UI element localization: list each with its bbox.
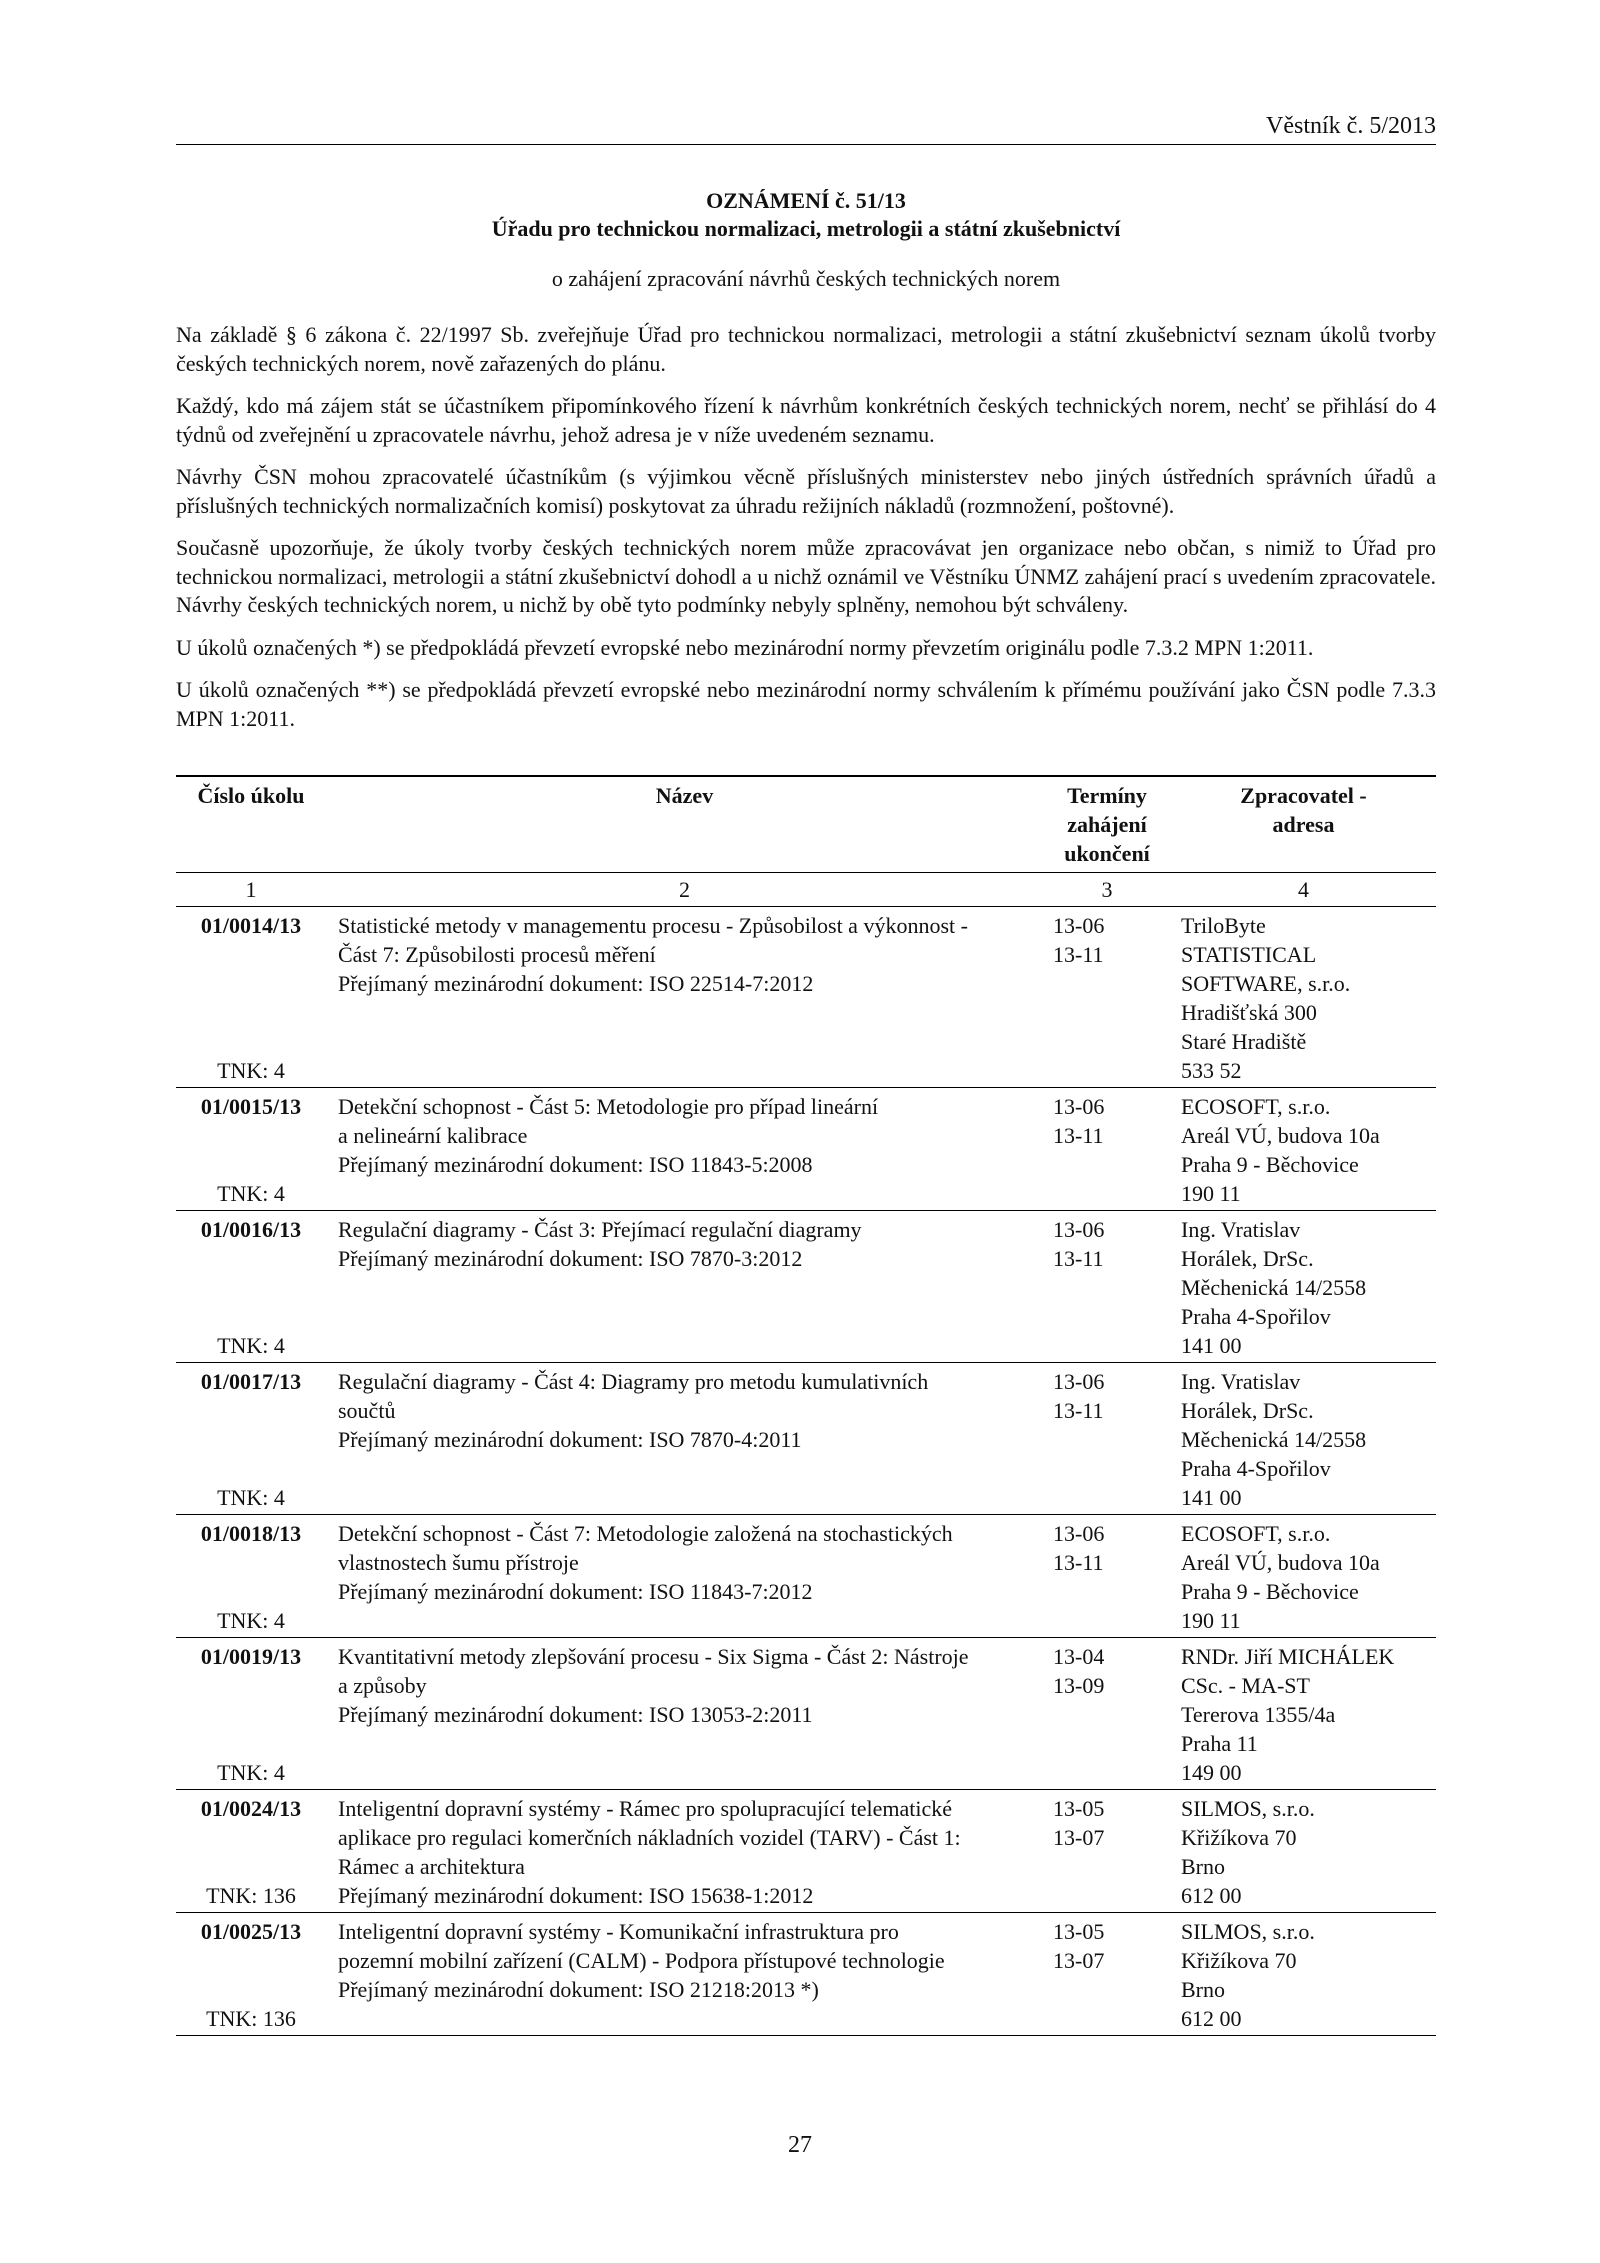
processor-line: Horálek, DrSc. — [1181, 1398, 1314, 1423]
task-processor — [1171, 1790, 1436, 1913]
task-code-cell — [176, 1515, 326, 1638]
task-dates — [1043, 1638, 1171, 1790]
tnk-label: TNK: 4 — [217, 1608, 285, 1633]
processor-line: Měchenická 14/2558 — [1181, 1275, 1367, 1300]
processor-line: 190 11 — [1181, 1181, 1241, 1206]
column-number-row — [176, 873, 1436, 907]
task-name-line: Inteligentní dopravní systémy - Komunikační infrastruktura pro — [338, 1919, 899, 1944]
task-dates — [1043, 1515, 1171, 1638]
task-date-end: 13-07 — [1053, 1948, 1105, 1973]
task-processor — [1171, 1088, 1436, 1211]
task-code-cell — [176, 1211, 326, 1363]
tnk-label: TNK: 4 — [217, 1333, 285, 1358]
task-name-line: Rámec a architektura — [338, 1854, 525, 1879]
processor-line: 533 52 — [1181, 1058, 1242, 1083]
paragraph: Na základě § 6 zákona č. 22/1997 Sb. zveřejňuje Úřad pro technickou normalizaci, metrologii a státní zkušebnictví seznam úkolů tvorby českých technických norem, nově zařazených do plánu. — [176, 322, 1436, 376]
task-date-end: 13-07 — [1053, 1825, 1105, 1850]
table-row — [176, 1363, 1436, 1515]
processor-line: Hradišťská 300 — [1181, 1000, 1317, 1025]
processor-line: Měchenická 14/2558 — [1181, 1427, 1367, 1452]
task-date-start: 13-06 — [1053, 1094, 1105, 1119]
processor-line: SILMOS, s.r.o. — [1181, 1796, 1315, 1821]
task-dates — [1043, 1790, 1171, 1913]
processor-line: Tererova 1355/4a — [1181, 1702, 1336, 1727]
task-dates — [1043, 907, 1171, 1088]
column-number: 3 — [1043, 873, 1171, 907]
task-name-line: Přejímaný mezinárodní dokument: ISO 22514-7:2012 — [338, 971, 814, 996]
processor-line: STATISTICAL — [1181, 942, 1317, 967]
paragraph: Návrhy ČSN mohou zpracovatelé účastníkům (s výjimkou věcně příslušných ministerstev nebo jiných ústředních správních úřadů a příslušných technických normalizačních komisí) poskytovat za úhradu režijních nákladů (rozmnožení, poštovné). — [176, 464, 1436, 518]
task-name-line: a nelineární kalibrace — [338, 1123, 528, 1148]
task-date-end: 13-11 — [1053, 1398, 1104, 1423]
notice-issuer: Úřadu pro technickou normalizaci, metrologii a státní zkušebnictví — [491, 216, 1121, 241]
task-processor — [1171, 1363, 1436, 1515]
processor-line: ECOSOFT, s.r.o. — [1181, 1521, 1331, 1546]
paragraph: Každý, kdo má zájem stát se účastníkem připomínkového řízení k návrhům konkrétních českých technických norem, nechť se přihlásí do 4 týdnů od zveřejnění u zpracovatele návrhu, jehož adresa je v níže uvedeném seznamu. — [176, 393, 1436, 447]
processor-line: SILMOS, s.r.o. — [1181, 1919, 1315, 1944]
table-header-row — [176, 776, 1436, 873]
task-name-line: Inteligentní dopravní systémy - Rámec pro spolupracující telematické — [338, 1796, 952, 1821]
task-date-start: 13-06 — [1053, 1369, 1105, 1394]
processor-line: ECOSOFT, s.r.o. — [1181, 1094, 1331, 1119]
header-name: Název — [326, 776, 1043, 873]
task-name — [326, 1211, 1043, 1363]
column-number: 1 — [176, 873, 326, 907]
processor-line: Ing. Vratislav — [1181, 1217, 1301, 1242]
task-date-start: 13-04 — [1053, 1644, 1105, 1669]
task-code-cell — [176, 1363, 326, 1515]
task-date-end: 13-11 — [1053, 1246, 1104, 1271]
task-name — [326, 1638, 1043, 1790]
task-name-line: Detekční schopnost - Část 7: Metodologie založená na stochastických — [338, 1521, 953, 1546]
tnk-label: TNK: 4 — [217, 1760, 285, 1785]
processor-line: Praha 9 - Běchovice — [1181, 1579, 1359, 1604]
task-processor — [1171, 907, 1436, 1088]
task-name-line: Přejímaný mezinárodní dokument: ISO 13053-2:2011 — [338, 1702, 813, 1727]
page — [176, 112, 1436, 2036]
task-date-start: 13-06 — [1053, 1217, 1105, 1242]
task-name-line: pozemní mobilní zařízení (CALM) - Podpora přístupové technologie — [338, 1948, 945, 1973]
processor-line: Křižíkova 70 — [1181, 1825, 1297, 1850]
task-name — [326, 1790, 1043, 1913]
paragraph: U úkolů označených *) se předpokládá převzetí evropské nebo mezinárodní normy převzetím originálu podle 7.3.2 MPN 1:2011. — [176, 634, 1314, 660]
header-dates: Termíny zahájení ukončení — [1043, 776, 1171, 873]
task-date-end: 13-11 — [1053, 942, 1104, 967]
tnk-label: TNK: 4 — [217, 1181, 285, 1206]
task-name — [326, 1088, 1043, 1211]
tnk-label: TNK: 136 — [206, 1883, 296, 1908]
processor-line: 612 00 — [1181, 2006, 1242, 2031]
processor-line: Praha 11 — [1181, 1731, 1258, 1756]
processor-line: 612 00 — [1181, 1883, 1242, 1908]
task-processor — [1171, 1638, 1436, 1790]
processor-line: TriloByte — [1181, 913, 1266, 938]
task-name-line: Detekční schopnost - Část 5: Metodologie pro případ lineární — [338, 1094, 879, 1119]
task-code-cell — [176, 907, 326, 1088]
task-name-line: součtů — [338, 1398, 396, 1423]
task-code: 01/0017/13 — [200, 1369, 302, 1394]
processor-line: RNDr. Jiří MICHÁLEK — [1181, 1644, 1395, 1669]
processor-line: Praha 4-Spořilov — [1181, 1304, 1331, 1329]
task-name — [326, 907, 1043, 1088]
task-processor — [1171, 1515, 1436, 1638]
task-code: 01/0025/13 — [200, 1919, 302, 1944]
paragraph: Současně upozorňuje, že úkoly tvorby českých technických norem může zpracovávat jen organizace nebo občan, s nimiž to Úřad pro technickou normalizaci, metrologii a státní zkušebnictví dohodl a u nichž oznámil ve Věstníku ÚNMZ zahájení prací s uvedením zpracovatele. Návrhy českých technických norem, u nichž by obě tyto podmínky nebyly splněny, nemohou být schváleny. — [176, 535, 1436, 617]
task-name-line: Statistické metody v managementu procesu - Způsobilost a výkonnost - — [338, 913, 968, 938]
task-name-line: Přejímaný mezinárodní dokument: ISO 11843-7:2012 — [338, 1579, 813, 1604]
header-code: Číslo úkolu — [176, 776, 326, 873]
task-code-cell — [176, 1790, 326, 1913]
task-name-line: Přejímaný mezinárodní dokument: ISO 21218:2013 *) — [338, 1977, 819, 2002]
task-dates — [1043, 1088, 1171, 1211]
table-row — [176, 1913, 1436, 2036]
processor-line: CSc. - MA-ST — [1181, 1673, 1310, 1698]
table-row — [176, 1211, 1436, 1363]
task-name-line: Regulační diagramy - Část 4: Diagramy pro metodu kumulativních — [338, 1369, 929, 1394]
task-name-line: aplikace pro regulaci komerčních nákladních vozidel (TARV) - Část 1: — [338, 1825, 961, 1850]
processor-line: Praha 9 - Běchovice — [1181, 1152, 1359, 1177]
task-name-line: Kvantitativní metody zlepšování procesu - Six Sigma - Část 2: Nástroje — [338, 1644, 969, 1669]
table-body — [176, 907, 1436, 2036]
task-name-line: Přejímaný mezinárodní dokument: ISO 7870-4:2011 — [338, 1427, 802, 1452]
task-code: 01/0018/13 — [200, 1521, 302, 1546]
task-date-end: 13-11 — [1053, 1550, 1104, 1575]
table-row — [176, 1638, 1436, 1790]
processor-line: Brno — [1181, 1854, 1225, 1879]
task-name — [326, 1515, 1043, 1638]
processor-line: Praha 4-Spořilov — [1181, 1456, 1331, 1481]
notice-title: OZNÁMENÍ č. 51/13 — [706, 188, 906, 213]
task-name-line: Přejímaný mezinárodní dokument: ISO 7870-3:2012 — [338, 1246, 803, 1271]
task-name-line: vlastnostech šumu přístroje — [338, 1550, 579, 1575]
processor-line: 149 00 — [1181, 1760, 1242, 1785]
processor-line: Areál VÚ, budova 10a — [1181, 1550, 1380, 1575]
processor-line: Brno — [1181, 1977, 1225, 2002]
task-date-start: 13-05 — [1053, 1796, 1105, 1821]
processor-line: SOFTWARE, s.r.o. — [1181, 971, 1351, 996]
task-code-cell — [176, 1088, 326, 1211]
tasks-table — [176, 775, 1436, 2036]
task-name-line: a způsoby — [338, 1673, 427, 1698]
paragraph: U úkolů označených **) se předpokládá převzetí evropské nebo mezinárodní normy schválením k přímému používání jako ČSN podle 7.3.3 MPN 1:2011. — [176, 677, 1436, 731]
tnk-label: TNK: 136 — [206, 2006, 296, 2031]
task-dates — [1043, 1363, 1171, 1515]
tnk-label: TNK: 4 — [217, 1485, 285, 1510]
processor-line: 141 00 — [1181, 1485, 1242, 1510]
processor-line: Horálek, DrSc. — [1181, 1246, 1314, 1271]
task-code: 01/0019/13 — [200, 1644, 302, 1669]
task-code-cell — [176, 1638, 326, 1790]
processor-line: Ing. Vratislav — [1181, 1369, 1301, 1394]
column-number: 2 — [326, 873, 1043, 907]
task-processor — [1171, 1211, 1436, 1363]
task-dates — [1043, 1913, 1171, 2036]
task-date-start: 13-06 — [1053, 1521, 1105, 1546]
task-code-cell — [176, 1913, 326, 2036]
task-code: 01/0014/13 — [200, 913, 302, 938]
task-date-start: 13-05 — [1053, 1919, 1105, 1944]
task-dates — [1043, 1211, 1171, 1363]
task-code: 01/0024/13 — [200, 1796, 302, 1821]
table-row — [176, 1088, 1436, 1211]
processor-line: Křižíkova 70 — [1181, 1948, 1297, 1973]
task-date-start: 13-06 — [1053, 913, 1105, 938]
journal-header: Věstník č. 5/2013 — [176, 112, 1436, 145]
task-name — [326, 1363, 1043, 1515]
task-name-line: Přejímaný mezinárodní dokument: ISO 11843-5:2008 — [338, 1152, 813, 1177]
table-row — [176, 1790, 1436, 1913]
column-number: 4 — [1171, 873, 1436, 907]
tnk-label: TNK: 4 — [217, 1058, 285, 1083]
task-code: 01/0015/13 — [200, 1094, 302, 1119]
table-row — [176, 1515, 1436, 1638]
page-number: 27 — [788, 2132, 812, 2158]
task-date-end: 13-11 — [1053, 1123, 1104, 1148]
task-name — [326, 1913, 1043, 2036]
task-date-end: 13-09 — [1053, 1673, 1105, 1698]
processor-line: 190 11 — [1181, 1608, 1241, 1633]
task-code: 01/0016/13 — [200, 1217, 302, 1242]
task-name-line: Regulační diagramy - Část 3: Přejímací regulační diagramy — [338, 1217, 862, 1242]
table-row — [176, 907, 1436, 1088]
header-processor: Zpracovatel - adresa — [1171, 776, 1436, 873]
notice-subject: o zahájení zpracování návrhů českých technických norem — [551, 266, 1061, 291]
processor-line: Areál VÚ, budova 10a — [1181, 1123, 1380, 1148]
processor-line: 141 00 — [1181, 1333, 1242, 1358]
task-processor — [1171, 1913, 1436, 2036]
task-name-line: Část 7: Způsobilosti procesů měření — [338, 942, 656, 967]
processor-line: Staré Hradiště — [1181, 1029, 1307, 1054]
task-name-line: Přejímaný mezinárodní dokument: ISO 15638-1:2012 — [338, 1883, 814, 1908]
